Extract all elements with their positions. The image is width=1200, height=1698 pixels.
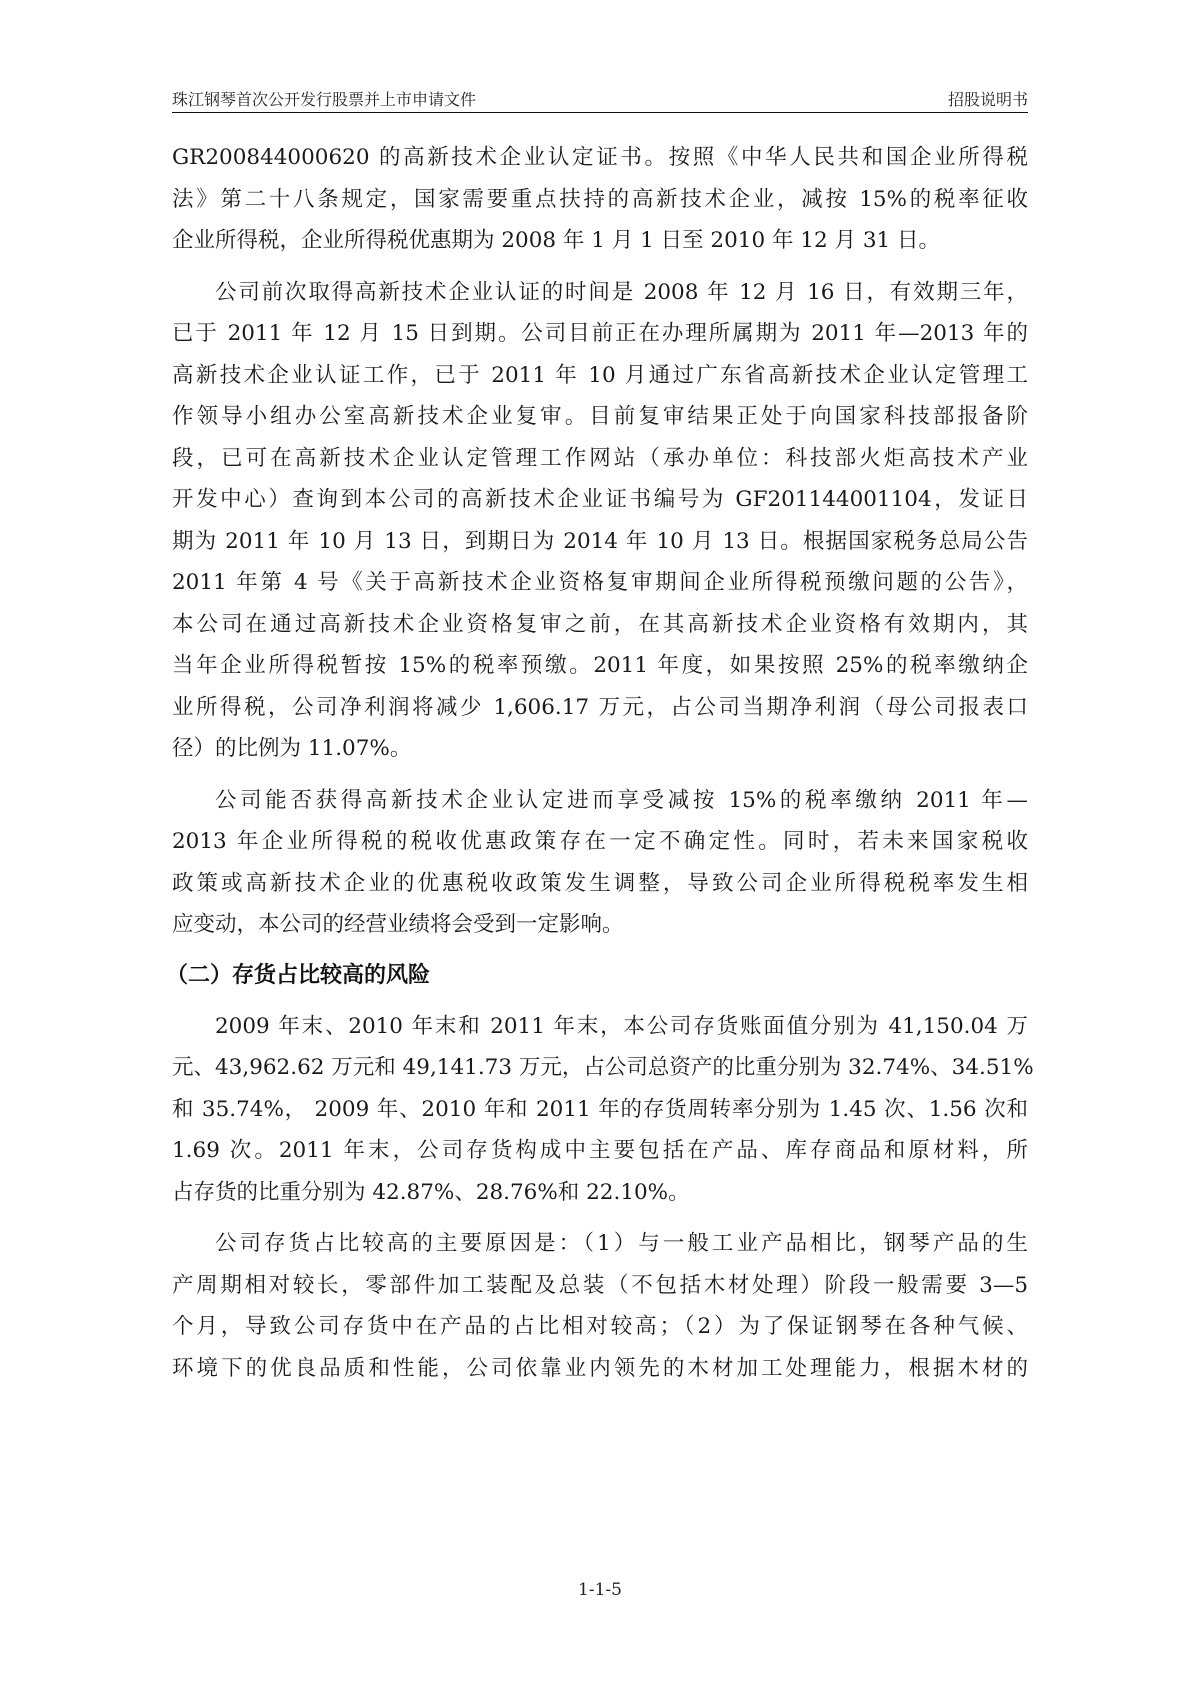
paragraph-certification-renewal [172,272,1028,770]
text-line: 作领导小组办公室高新技术企业复审。目前复审结果正处于向国家科技部报备阶 [172,404,1028,429]
text-line: GR200844000620 的高新技术企业认定证书。按照《中华人民共和国企业所得税 [172,145,1028,170]
text-line: 公司前次取得高新技术企业认证的时间是 2008 年 12 月 16 日，有效期三年， [215,279,1028,305]
text-line: 段，已可在高新技术企业认定管理工作网站（承办单位：科技部火炬高技术产业 [172,445,1028,471]
text-line: 环境下的优良品质和性能，公司依靠业内领先的木材加工处理能力，根据木材的 [172,1355,1028,1381]
text-line: 公司存货占比较高的主要原因是：（1）与一般工业产品相比，钢琴产品的生 [215,1231,1028,1256]
text-line: 公司能否获得高新技术企业认定进而享受减按 15%的税率缴纳 2011 年— [215,787,1028,813]
text-line: 业所得税，公司净利润将减少 1,606.17 万元，占公司当期净利润（母公司报表口 [172,694,1028,720]
text-line: 2009 年末、2010 年末和 2011 年末，本公司存货账面值分别为 41,150.04 万 [215,1013,1028,1039]
text-line: 政策或高新技术企业的优惠税收政策发生调整，导致公司企业所得税税率发生相 [172,870,1028,896]
text-line: 2013 年企业所得税的税收优惠政策存在一定不确定性。同时，若未来国家税收 [172,829,1028,854]
text-line: 元、43,962.62 万元和 49,141.73 万元，占公司总资产的比重分别为 32.74%、34.51% [172,1055,1034,1080]
text-line: 应变动，本公司的经营业绩将会受到一定影响。 [172,912,624,937]
text-line: 开发中心）查询到本公司的高新技术企业证书编号为 GF201144001104，发证日 [172,487,1028,512]
page-footer [0,1580,1200,1600]
header-document-type: 招股说明书 [947,90,1028,109]
paragraph-inventory-reasons [172,1223,1028,1389]
paragraph-tax-certificate [172,137,1028,262]
text-line: 产周期相对较长，零部件加工装配及总装（不包括木材处理）阶段一般需要 3—5 [172,1272,1028,1298]
text-line: 2011 年第 4 号《关于高新技术企业资格复审期间企业所得税预缴问题的公告》， [172,570,1028,595]
text-line: 期为 2011 年 10 月 13 日，到期日为 2014 年 10 月 13 日。根据国家税务总局公告 [172,528,1028,554]
body-text [166,137,1034,1399]
text-line: 法》第二十八条规定，国家需要重点扶持的高新技术企业，减按 15%的税率征收 [172,186,1028,212]
text-line: 企业所得税，企业所得税优惠期为 2008 年 1 月 1 日至 2010 年 12 月 31 日。 [172,228,941,253]
text-line: 个月，导致公司存货中在产品的占比相对较高；（2）为了保证钢琴在各种气候、 [172,1314,1028,1339]
running-header [172,86,1028,113]
text-line: 占存货的比重分别为 42.87%、28.76%和 22.10%。 [172,1179,690,1205]
paragraph-tax-uncertainty [172,780,1028,946]
section-heading: （二）存货占比较高的风险 [166,962,431,988]
text-line: 和 35.74%， 2009 年、2010 年和 2011 年的存货周转率分别为 1.45 次、1.56 次和 [172,1096,1028,1122]
paragraph-inventory-values [172,1006,1034,1214]
text-line: 已于 2011 年 12 月 15 日到期。公司目前正在办理所属期为 2011 年—2013 年的 [172,321,1028,346]
header-document-title: 珠江钢琴首次公开发行股票并上市申请文件 [172,90,477,109]
text-line: 当年企业所得税暂按 15%的税率预缴。2011 年度，如果按照 25%的税率缴纳企 [172,653,1028,678]
text-line: 1.69 次。2011 年末，公司存货构成中主要包括在产品、库存商品和原材料，所 [172,1138,1028,1163]
text-line: 本公司在通过高新技术企业资格复审之前，在其高新技术企业资格有效期内，其 [172,611,1028,637]
page-number: 1-1-5 [578,1580,622,1600]
text-line: 径）的比例为 11.07%。 [172,736,412,761]
text-line: 高新技术企业认证工作，已于 2011 年 10 月通过广东省高新技术企业认定管理工 [172,362,1028,388]
